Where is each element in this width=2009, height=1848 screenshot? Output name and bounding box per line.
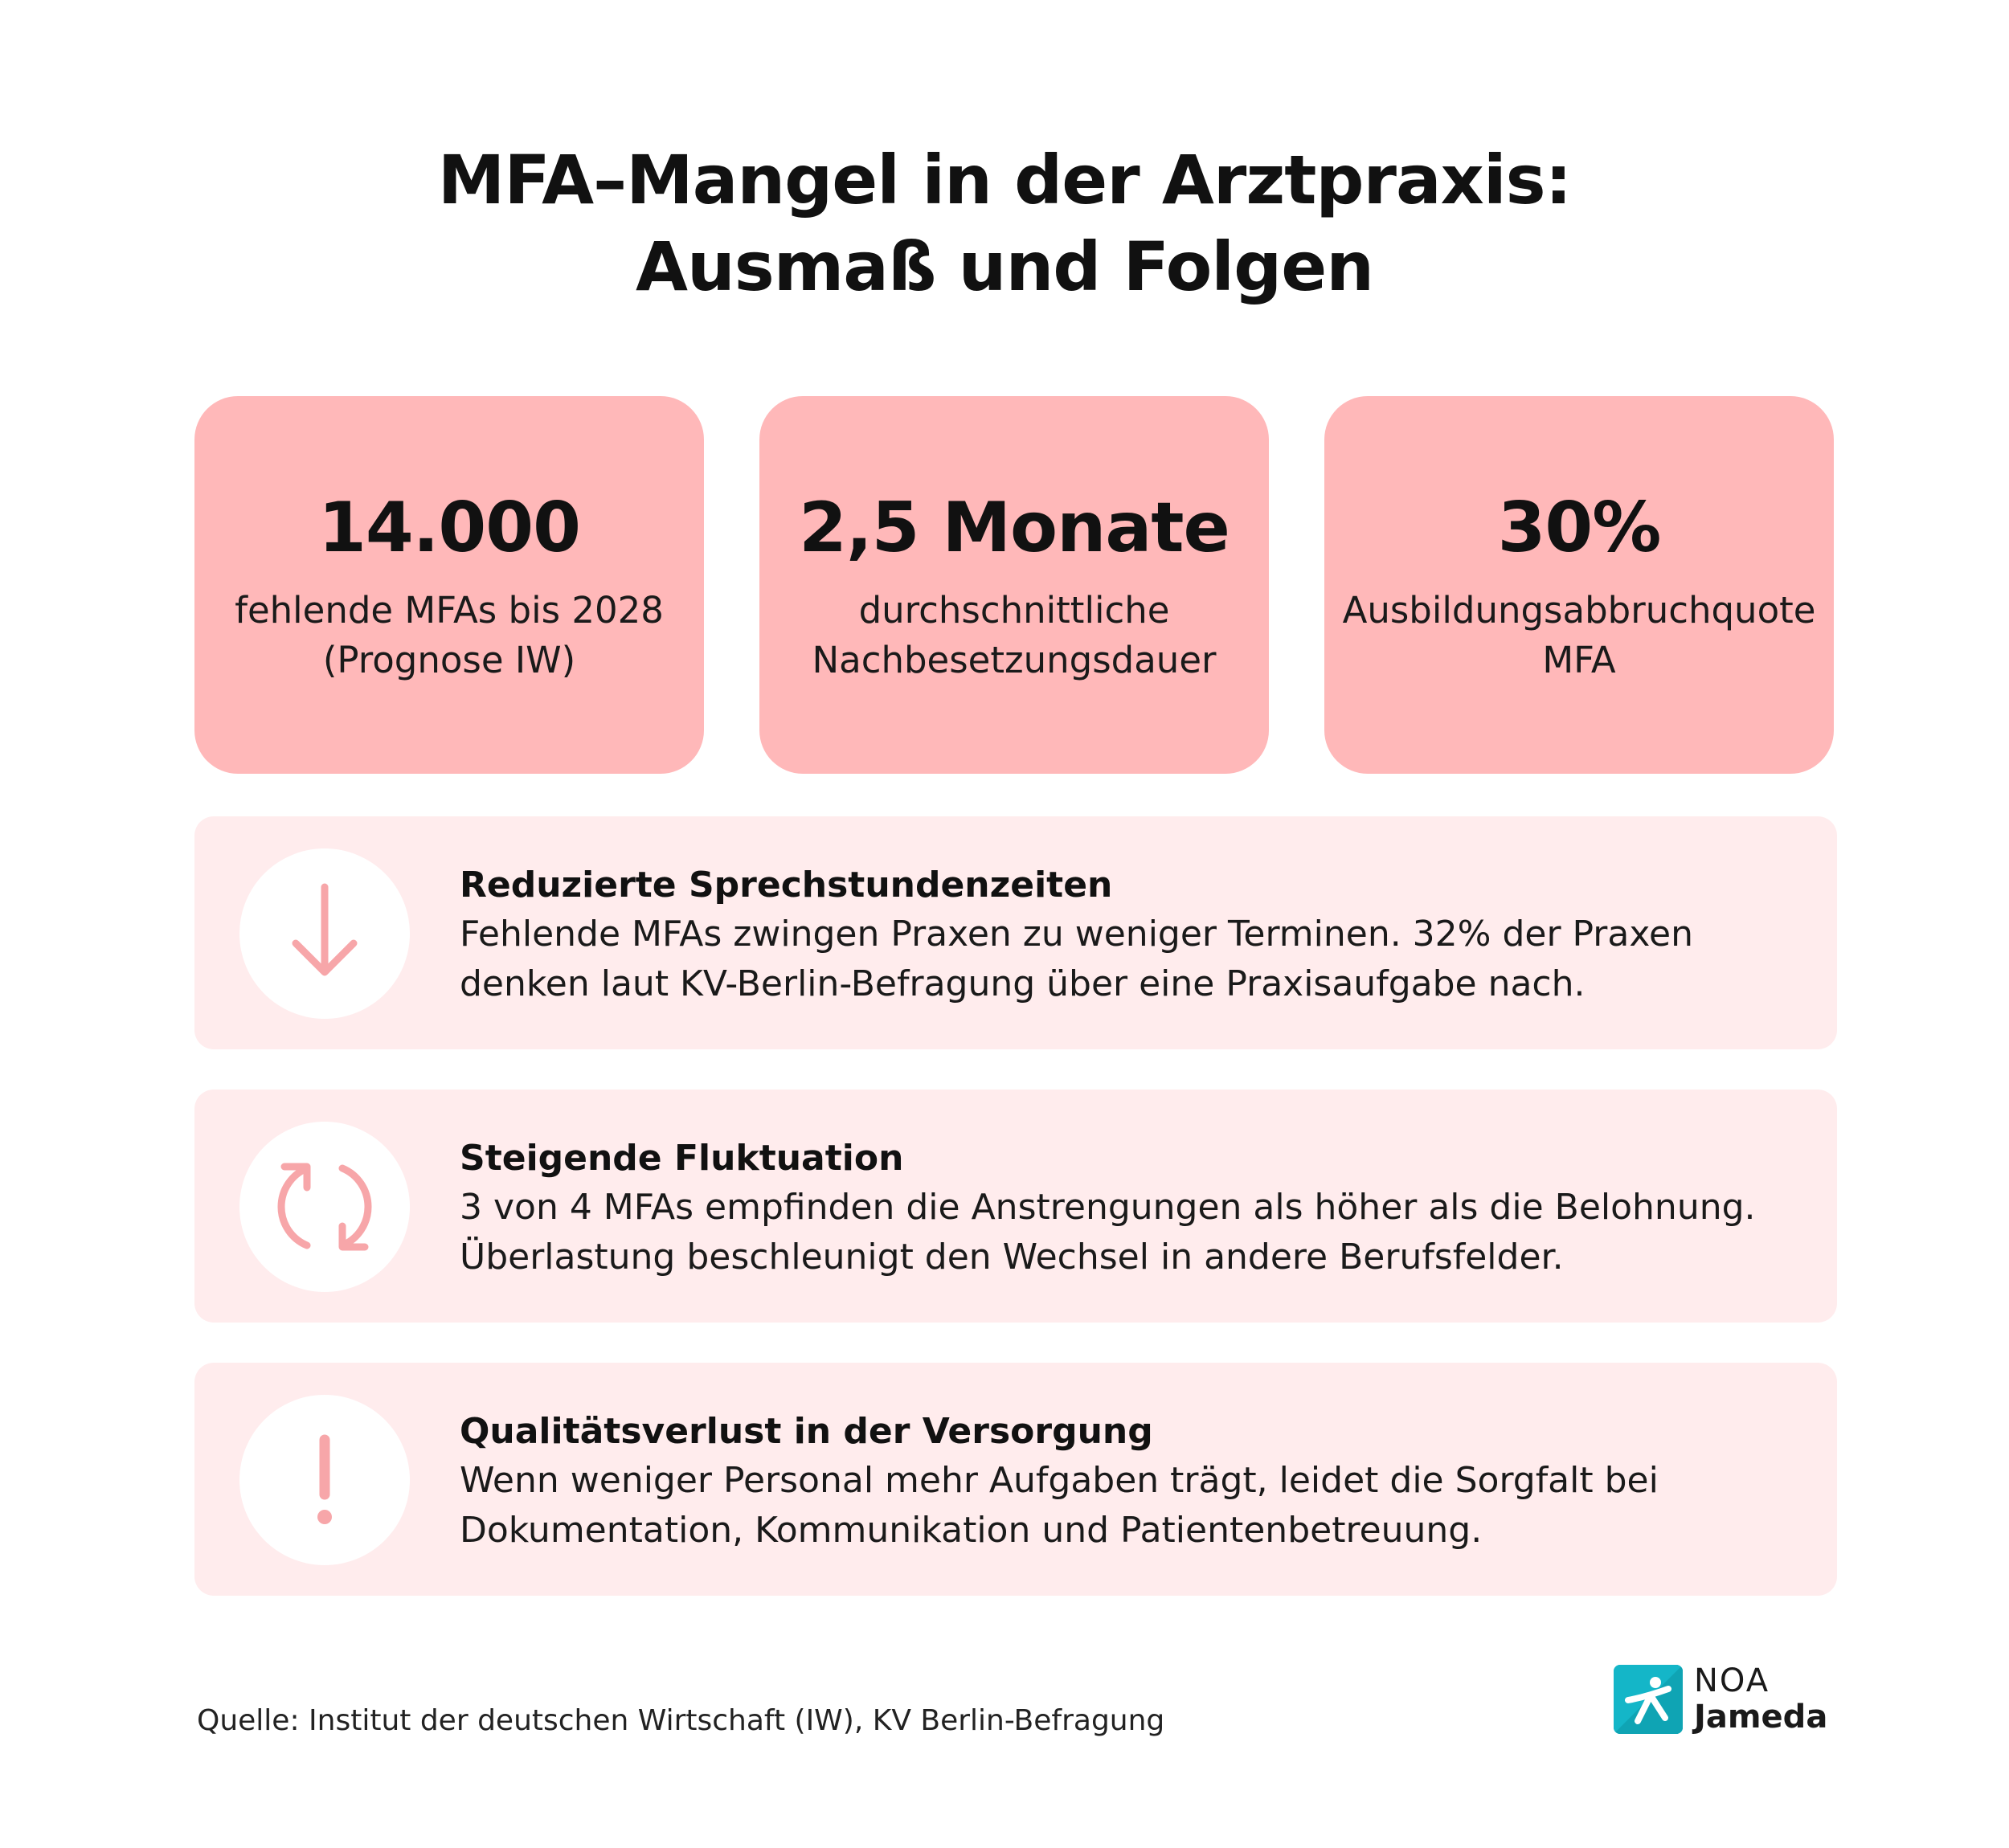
point-body-line: 3 von 4 MFAs empfinden die Anstrengungen als höher als die Belohnung. bbox=[460, 1187, 1756, 1228]
point-heading: Qualitätsverlust in der Versorgung bbox=[460, 1411, 1153, 1452]
point-body-line: Wenn weniger Personal mehr Aufgaben trägt, leidet die Sorgfalt bei bbox=[460, 1460, 1659, 1501]
stat-description-line: durchschnittliche bbox=[858, 589, 1170, 632]
point-text bbox=[460, 1135, 1810, 1282]
jameda-logo-icon bbox=[1614, 1665, 1683, 1734]
point-body bbox=[460, 1183, 1810, 1282]
arrow-down-icon bbox=[239, 848, 410, 1019]
stat-description-line: fehlende MFAs bis 2028 bbox=[235, 589, 664, 632]
point-body-line: denken laut KV-Berlin-Befragung über eine Praxisaufgabe nach. bbox=[460, 963, 1586, 1004]
stat-description-line: Ausbildungsabbruchquote bbox=[1342, 589, 1816, 632]
point-rising-fluctuation bbox=[194, 1090, 1837, 1323]
logo-noa-text: NOA bbox=[1694, 1662, 1770, 1699]
point-text bbox=[460, 861, 1810, 1009]
noa-jameda-logo bbox=[1614, 1663, 1839, 1736]
title-line-2: Ausmaß und Folgen bbox=[635, 227, 1374, 306]
stat-description-line: (Prognose IW) bbox=[322, 639, 576, 681]
stat-description-line: Nachbesetzungsdauer bbox=[812, 639, 1217, 681]
source-note: Quelle: Institut der deutschen Wirtschaft (IW), KV Berlin-Befragung bbox=[197, 1704, 1165, 1737]
refresh-icon bbox=[239, 1122, 410, 1292]
page-title bbox=[0, 137, 2009, 310]
stat-card-missing-mfas bbox=[194, 396, 704, 774]
point-reduced-hours bbox=[194, 816, 1837, 1049]
point-body-line: Fehlende MFAs zwingen Praxen zu weniger Terminen. 32% der Praxen bbox=[460, 914, 1693, 955]
title-line-1: MFA–Mangel in der Arztpraxis: bbox=[437, 141, 1572, 219]
exclamation-icon bbox=[239, 1395, 410, 1565]
stat-description bbox=[1324, 586, 1834, 685]
stat-card-refill-duration bbox=[759, 396, 1269, 774]
point-body-line: Überlastung beschleunigt den Wechsel in andere Berufsfelder. bbox=[460, 1237, 1564, 1278]
point-body bbox=[460, 910, 1810, 1009]
point-body-line: Dokumentation, Kommunikation und Patientenbetreuung. bbox=[460, 1510, 1483, 1551]
stat-description bbox=[759, 586, 1269, 685]
stat-value: 2,5 Monate bbox=[799, 488, 1230, 568]
stat-description bbox=[194, 586, 704, 685]
point-heading: Steigende Fluktuation bbox=[460, 1138, 904, 1179]
point-heading: Reduzierte Sprechstundenzeiten bbox=[460, 865, 1113, 906]
stat-card-dropout-rate bbox=[1324, 396, 1834, 774]
point-quality-loss bbox=[194, 1363, 1837, 1596]
point-text bbox=[460, 1408, 1810, 1556]
stat-value: 30% bbox=[1497, 488, 1661, 568]
stat-description-line: MFA bbox=[1542, 639, 1616, 681]
point-body bbox=[460, 1456, 1810, 1556]
logo-jameda-text: Jameda bbox=[1694, 1699, 1828, 1736]
stat-value: 14.000 bbox=[318, 488, 580, 568]
